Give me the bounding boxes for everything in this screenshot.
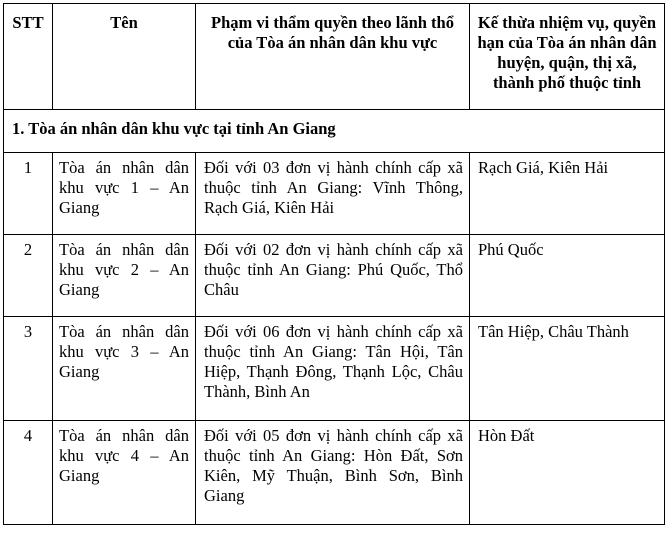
row-inherit: Tân Hiệp, Châu Thành [470, 317, 665, 421]
header-scope: Phạm vi thẩm quyền theo lãnh thổ của Tòa án nhân dân khu vực [196, 4, 470, 110]
row-inherit: Phú Quốc [470, 235, 665, 317]
header-name: Tên [53, 4, 196, 110]
section-row [4, 110, 665, 153]
court-jurisdiction-table [3, 3, 665, 525]
row-scope: Đối với 06 đơn vị hành chính cấp xã thuộc tỉnh An Giang: Tân Hội, Tân Hiệp, Thạnh Đông, Thạnh Lộc, Châu Thành, Bình An [196, 317, 470, 421]
table-row [4, 235, 665, 317]
row-name: Tòa án nhân dân khu vực 4 – An Giang [53, 421, 196, 525]
row-stt: 2 [4, 235, 53, 317]
row-scope: Đối với 03 đơn vị hành chính cấp xã thuộc tỉnh An Giang: Vĩnh Thông, Rạch Giá, Kiên Hải [196, 153, 470, 235]
table-row [4, 153, 665, 235]
table-row [4, 317, 665, 421]
header-inherit: Kế thừa nhiệm vụ, quyền hạn của Tòa án nhân dân huyện, quận, thị xã, thành phố thuộc tỉnh [470, 4, 665, 110]
table-row [4, 421, 665, 525]
row-scope: Đối với 05 đơn vị hành chính cấp xã thuộc tỉnh An Giang: Hòn Đất, Sơn Kiên, Mỹ Thuận, Bình Sơn, Bình Giang [196, 421, 470, 525]
row-name: Tòa án nhân dân khu vực 2 – An Giang [53, 235, 196, 317]
row-stt: 4 [4, 421, 53, 525]
row-stt: 1 [4, 153, 53, 235]
table-header-row [4, 4, 665, 110]
header-stt: STT [4, 4, 53, 110]
row-scope: Đối với 02 đơn vị hành chính cấp xã thuộc tỉnh An Giang: Phú Quốc, Thổ Châu [196, 235, 470, 317]
row-inherit: Hòn Đất [470, 421, 665, 525]
row-inherit: Rạch Giá, Kiên Hải [470, 153, 665, 235]
section-title: 1. Tòa án nhân dân khu vực tại tỉnh An Giang [4, 110, 665, 153]
row-name: Tòa án nhân dân khu vực 3 – An Giang [53, 317, 196, 421]
row-stt: 3 [4, 317, 53, 421]
row-name: Tòa án nhân dân khu vực 1 – An Giang [53, 153, 196, 235]
